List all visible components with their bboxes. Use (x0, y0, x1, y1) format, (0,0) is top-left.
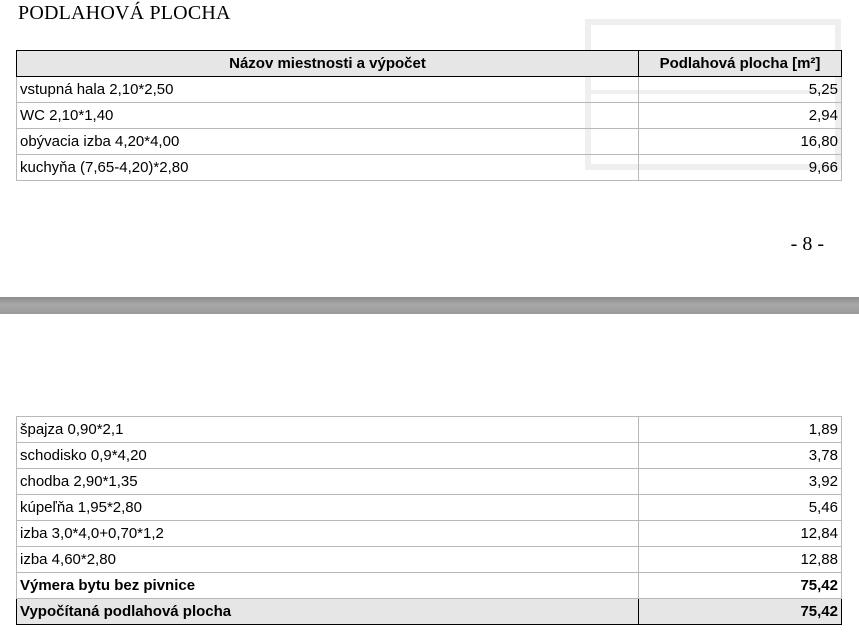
subtotal-value: 75,42 (639, 573, 842, 599)
area-cell: 2,94 (639, 103, 842, 129)
floor-area-table-page-8 (16, 50, 842, 181)
header-room: Názov miestnosti a výpočet (17, 51, 639, 77)
table-row (17, 443, 842, 469)
page-break-divider (0, 297, 859, 314)
table-row (17, 77, 842, 103)
subtotal-row (17, 573, 842, 599)
area-cell: 9,66 (639, 155, 842, 181)
page-number: - 8 - (790, 233, 824, 255)
room-cell: vstupná hala 2,10*2,50 (17, 77, 639, 103)
area-cell: 1,89 (639, 417, 842, 443)
section-heading: PODLAHOVÁ PLOCHA (18, 2, 231, 24)
room-cell: chodba 2,90*1,35 (17, 469, 639, 495)
table-row (17, 155, 842, 181)
room-cell: WC 2,10*1,40 (17, 103, 639, 129)
table-row (17, 521, 842, 547)
table-header-row (17, 51, 842, 77)
area-cell: 12,84 (639, 521, 842, 547)
table-row (17, 547, 842, 573)
area-cell: 12,88 (639, 547, 842, 573)
area-cell: 5,25 (639, 77, 842, 103)
table-row (17, 417, 842, 443)
room-cell: izba 3,0*4,0+0,70*1,2 (17, 521, 639, 547)
table-row (17, 103, 842, 129)
header-area: Podlahová plocha [m²] (639, 51, 842, 77)
subtotal-label: Výmera bytu bez pivnice (17, 573, 639, 599)
room-cell: schodisko 0,9*4,20 (17, 443, 639, 469)
room-cell: izba 4,60*2,80 (17, 547, 639, 573)
total-value: 75,42 (639, 599, 842, 625)
total-row (17, 599, 842, 625)
total-label: Vypočítaná podlahová plocha (17, 599, 639, 625)
table-row (17, 495, 842, 521)
area-cell: 5,46 (639, 495, 842, 521)
floor-area-table-page-9 (16, 416, 842, 625)
area-cell: 3,78 (639, 443, 842, 469)
table-row (17, 129, 842, 155)
room-cell: kúpeľňa 1,95*2,80 (17, 495, 639, 521)
room-cell: obývacia izba 4,20*4,00 (17, 129, 639, 155)
area-cell: 16,80 (639, 129, 842, 155)
table-row (17, 469, 842, 495)
room-cell: kuchyňa (7,65-4,20)*2,80 (17, 155, 639, 181)
room-cell: špajza 0,90*2,1 (17, 417, 639, 443)
area-cell: 3,92 (639, 469, 842, 495)
